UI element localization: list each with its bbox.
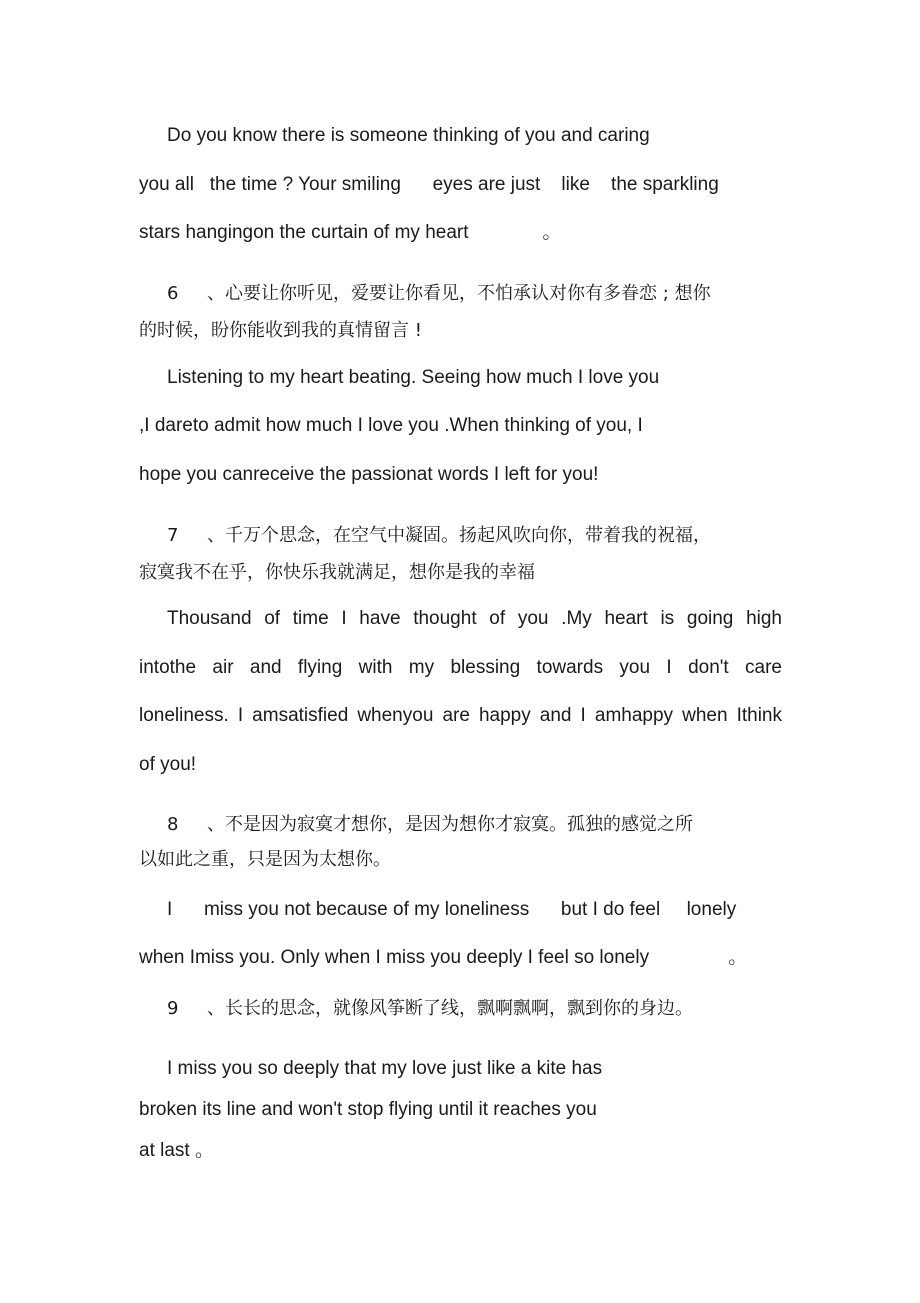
text-line: ,I dareto admit how much I love you .When thinking of you, I (139, 415, 643, 436)
chinese-line: 7 、千万个思念，在空气中凝固。扬起风吹向你，带着我的祝福， (167, 525, 712, 546)
text-line: hope you canreceive the passionat words I left for you! (139, 464, 599, 485)
text-line: I miss you not because of my loneliness but I do feel lonely (167, 899, 737, 920)
text-line: Thousand of time I have thought of you .My heart is going high (167, 608, 782, 629)
text-line: you all the time ? Your smiling eyes are just like the sparkling (139, 174, 719, 195)
text-line: when Imiss you. Only when I miss you deeply I feel so lonely 。 (139, 947, 748, 968)
chinese-line: 以如此之重，只是因为太想你。 (139, 849, 391, 870)
text-line: stars hangingon the curtain of my heart 。 (139, 222, 562, 243)
chinese-line: 6 、心要让你听见，爱要让你看见，不怕承认对你有多眷恋 ; 想你 (167, 283, 711, 304)
text-line: loneliness. I amsatisfied whenyou are happy and I amhappy when Ithink (139, 705, 782, 726)
chinese-line: 寂寞我不在乎，你快乐我就满足，想你是我的幸福 (139, 562, 535, 583)
text-line: I miss you so deeply that my love just like a kite has (167, 1058, 603, 1079)
text-line: Listening to my heart beating. Seeing how much I love you (167, 367, 660, 388)
text-line: broken its line and won't stop flying until it reaches you (139, 1099, 597, 1120)
chinese-line: 8 、不是因为寂寞才想你，是因为想你才寂寞。孤独的感觉之所 (167, 814, 694, 835)
chinese-line: 9 、长长的思念，就像风筝断了线，飘啊飘啊，飘到你的身边。 (167, 998, 694, 1019)
text-line: intothe air and flying with my blessing towards you I don't care (139, 657, 782, 678)
text-line: Do you know there is someone thinking of you and caring (167, 125, 650, 146)
text-line: at last 。 (139, 1140, 214, 1161)
chinese-line: 的时候，盼你能收到我的真情留言 ! (139, 320, 422, 341)
text-line: of you! (139, 754, 197, 775)
